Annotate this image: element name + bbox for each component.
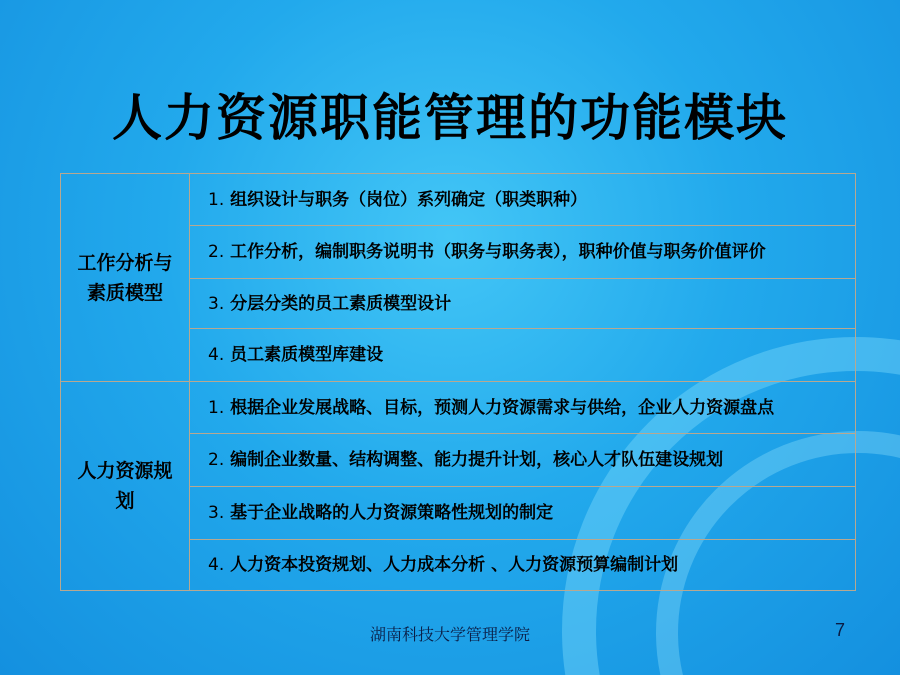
item-number: 4. xyxy=(208,345,225,365)
item-number: 3. xyxy=(208,293,225,314)
module-item xyxy=(190,226,856,279)
module-item xyxy=(190,329,856,382)
table-row xyxy=(61,174,856,226)
function-module-table xyxy=(60,173,856,591)
item-text: 组织设计与职务（岗位）系列确定（职类职种） xyxy=(230,189,588,210)
item-text: 员工素质模型库建设 xyxy=(230,345,384,365)
module-item xyxy=(190,487,856,540)
item-text: 根据企业发展战略、目标，预测人力资源需求与供给，企业人力资源盘点 xyxy=(230,397,775,418)
module-item xyxy=(190,279,856,329)
item-text: 人力资本投资规划、人力成本分析 、人力资源预算编制计划 xyxy=(230,555,679,575)
module-item xyxy=(190,174,856,226)
group-cell-job-analysis: 工作分析与素质模型 xyxy=(61,174,190,382)
group-cell-hr-planning: 人力资源规划 xyxy=(61,382,190,591)
item-number: 2. xyxy=(208,242,225,262)
item-text: 工作分析，编制职务说明书（职务与职务表），职种价值与职务价值评价 xyxy=(230,242,766,262)
item-number: 2. xyxy=(208,450,225,470)
item-number: 1. xyxy=(208,189,225,210)
item-number: 3. xyxy=(208,503,225,523)
page-number: 7 xyxy=(834,620,845,640)
module-item xyxy=(190,540,856,591)
footer-text: 湖南科技大学管理学院 xyxy=(369,625,530,644)
item-number: 1. xyxy=(208,397,225,418)
module-item xyxy=(190,382,856,434)
item-text: 编制企业数量、结构调整、能力提升计划，核心人才队伍建设规划 xyxy=(230,450,724,470)
slide-title: 人力资源职能管理的功能模块 xyxy=(112,89,788,147)
item-text: 分层分类的员工素质模型设计 xyxy=(230,293,452,314)
table-row xyxy=(61,382,856,434)
module-item xyxy=(190,434,856,487)
item-text: 基于企业战略的人力资源策略性规划的制定 xyxy=(230,503,554,523)
item-number: 4. xyxy=(208,555,225,575)
